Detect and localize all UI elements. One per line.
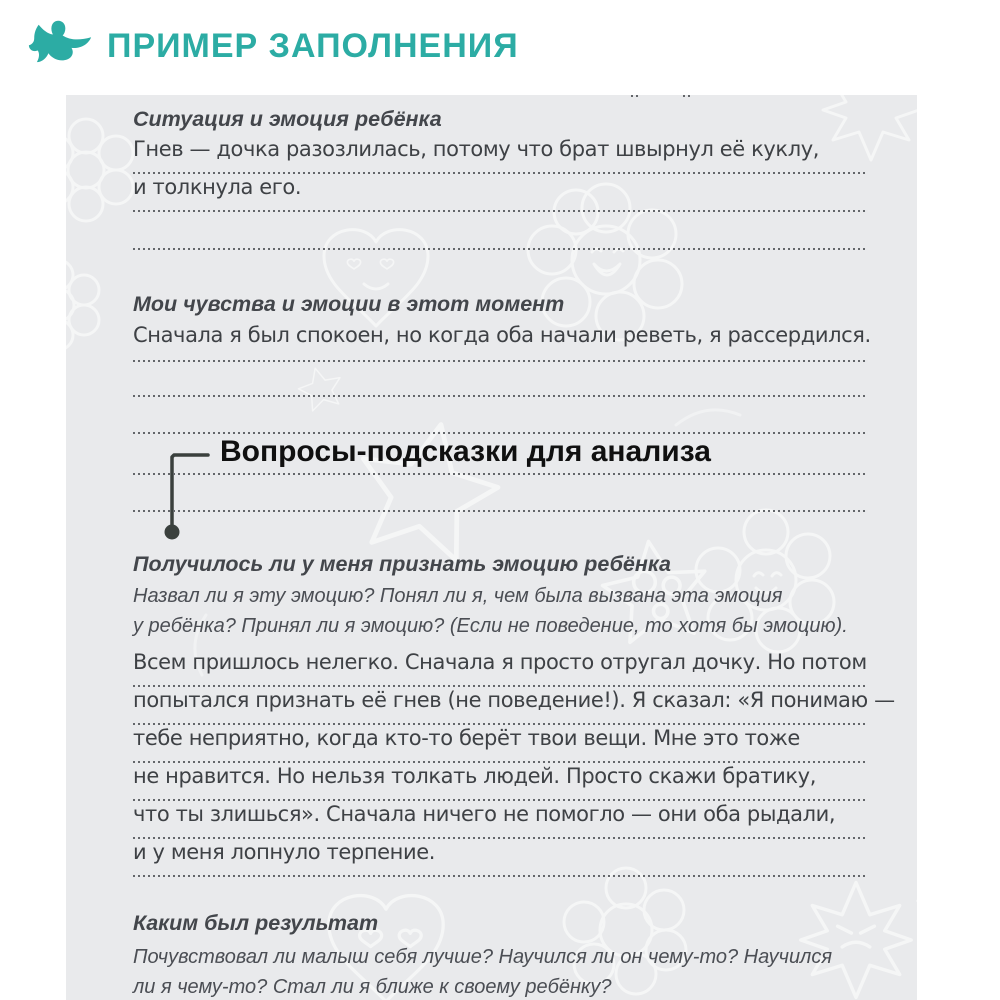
page-title: ПРИМЕР ЗАПОЛНЕНИЯ	[107, 27, 519, 65]
handwritten-line: и толкнула его.	[133, 175, 302, 199]
section-heading: Ситуация и эмоция ребёнка	[133, 107, 442, 131]
dotted-line	[133, 360, 866, 362]
dotted-line	[133, 685, 866, 687]
dotted-line	[133, 172, 866, 174]
dotted-line	[133, 761, 866, 763]
page-header	[0, 0, 1000, 95]
dotted-line	[631, 95, 641, 97]
hint-line: у ребёнка? Принял ли я эмоцию? (Если не поведение, то хотя бы эмоцию).	[133, 615, 848, 637]
dotted-line	[133, 799, 866, 801]
dotted-line	[133, 473, 866, 475]
dotted-line	[133, 432, 866, 434]
section-heading: Мои чувства и эмоции в этот момент	[133, 292, 565, 316]
hint-line: Назвал ли я эту эмоцию? Понял ли я, чем была вызвана эта эмоция	[133, 585, 783, 607]
dotted-line	[133, 837, 866, 839]
section-heading: Получилось ли у меня признать эмоцию ребёнка	[133, 552, 671, 576]
handwritten-line: не нравится. Но нельзя толкать людей. Просто скажи братику,	[133, 764, 816, 788]
background-doodles	[66, 95, 917, 1000]
dotted-line	[133, 510, 866, 512]
hint-line: Почувствовал ли малыш себя лучше? Научился ли он чему-то? Научился	[133, 946, 833, 968]
dotted-line	[133, 723, 866, 725]
dotted-line	[133, 875, 866, 877]
dotted-line	[133, 210, 866, 212]
dotted-line	[683, 95, 693, 97]
handwritten-line: Всем пришлось нелегко. Сначала я просто отругал дочку. Но потом	[133, 650, 867, 674]
workbook-page	[66, 95, 917, 1000]
handwritten-line: и у меня лопнуло терпение.	[133, 840, 436, 864]
dotted-line	[133, 248, 866, 250]
handwritten-line: попытался признать её гнев (не поведение!). Я сказал: «Я понимаю —	[133, 688, 895, 712]
handwritten-line: тебе неприятно, когда кто-то берёт твои вещи. Мне это тоже	[133, 726, 800, 750]
handwritten-line: что ты злишься». Сначала ничего не помогло — они оба рыдали,	[133, 802, 836, 826]
callout-label: Вопросы-подсказки для анализа	[220, 435, 711, 468]
callout-connector	[162, 445, 218, 545]
section-heading: Каким был результат	[133, 911, 379, 935]
dotted-line	[133, 395, 866, 397]
bird-icon	[28, 18, 92, 76]
handwritten-line: Сначала я был спокоен, но когда оба начали реветь, я рассердился.	[133, 323, 871, 347]
hint-line: ли я чему-то? Стал ли я ближе к своему ребёнку?	[133, 976, 612, 998]
handwritten-line: Гнев — дочка разозлилась, потому что брат швырнул её куклу,	[133, 137, 820, 161]
